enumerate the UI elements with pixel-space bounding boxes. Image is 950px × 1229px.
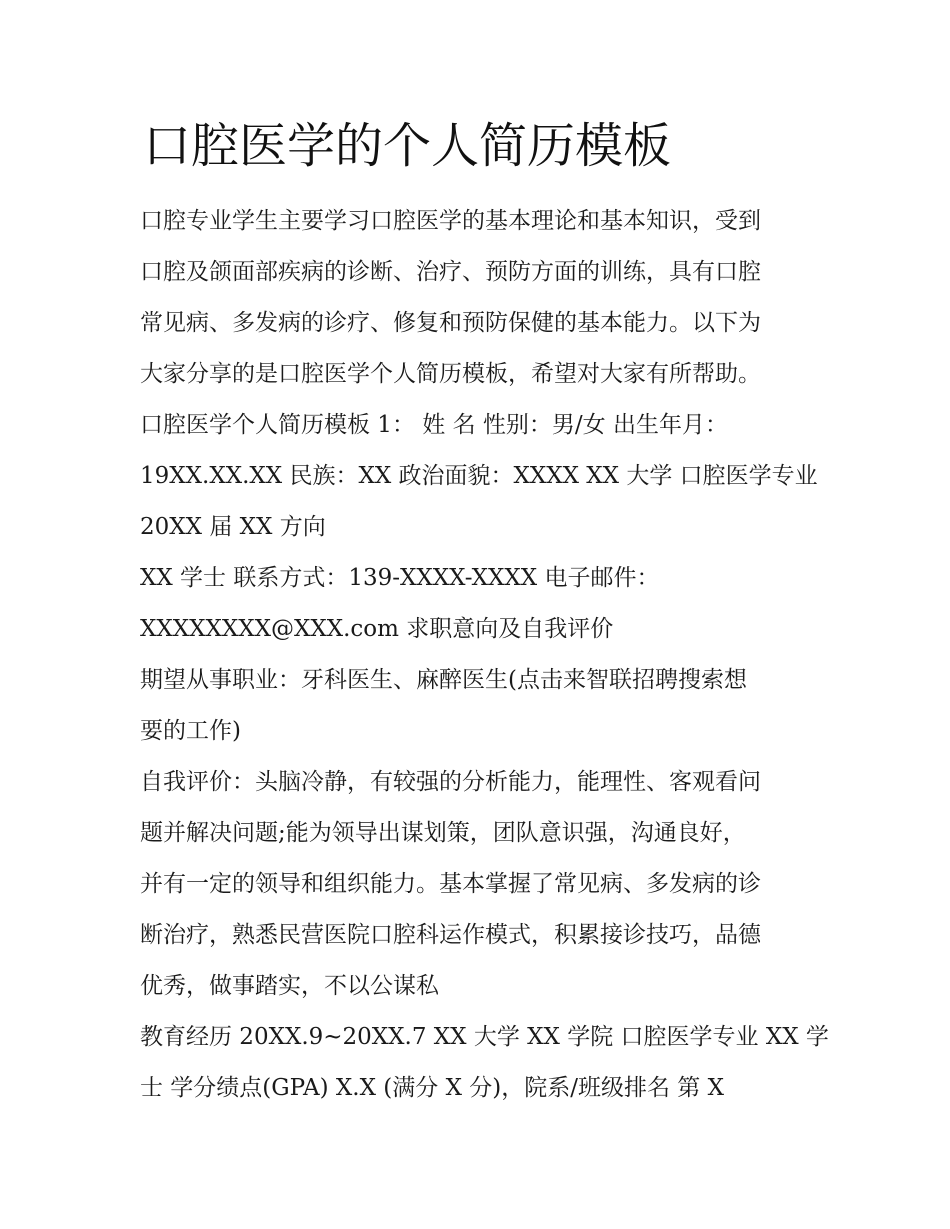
body-line: XX 学士 联系方式：139-XXXX-XXXX 电子邮件： — [140, 565, 660, 591]
body-line: 19XX.XX.XX 民族：XX 政治面貌：XXXX XX 大学 口腔医学专业 — [140, 463, 818, 489]
body-line: 士 学分绩点(GPA) X.X (满分 X 分)，院系/班级排名 第 X — [140, 1075, 724, 1101]
document-body — [140, 196, 830, 1114]
body-line: 题并解决问题;能为领导出谋划策，团队意识强，沟通良好， — [140, 820, 746, 846]
body-line: 教育经历 20XX.9~20XX.7 XX 大学 XX 学院 口腔医学专业 XX 学 — [140, 1024, 829, 1050]
body-line: 期望从事职业：牙科医生、麻醉医生(点击来智联招聘搜索想 — [140, 667, 747, 693]
body-line: 优秀，做事踏实，不以公谋私 — [140, 973, 439, 999]
body-line: 断治疗，熟悉民营医院口腔科运作模式，积累接诊技巧，品德 — [140, 922, 761, 948]
body-line: 要的工作) — [140, 718, 241, 744]
document-title: 口腔医学的个人简历模板 — [143, 118, 672, 174]
body-line: 自我评价：头脑冷静，有较强的分析能力，能理性、客观看问 — [140, 769, 761, 795]
body-line: 大家分享的是口腔医学个人简历模板，希望对大家有所帮助。 — [140, 361, 761, 387]
body-line: 并有一定的领导和组织能力。基本掌握了常见病、多发病的诊 — [140, 871, 761, 897]
body-line: 口腔医学个人简历模板 1： 姓 名 性别：男/女 出生年月： — [140, 412, 728, 438]
body-line: 口腔及颌面部疾病的诊断、治疗、预防方面的训练，具有口腔 — [140, 259, 761, 285]
body-line: 常见病、多发病的诊疗、修复和预防保健的基本能力。以下为 — [140, 310, 761, 336]
body-line: 口腔专业学生主要学习口腔医学的基本理论和基本知识，受到 — [140, 208, 761, 234]
body-line: 20XX 届 XX 方向 — [140, 514, 326, 540]
body-line: XXXXXXXX@XXX.com 求职意向及自我评价 — [140, 616, 614, 642]
